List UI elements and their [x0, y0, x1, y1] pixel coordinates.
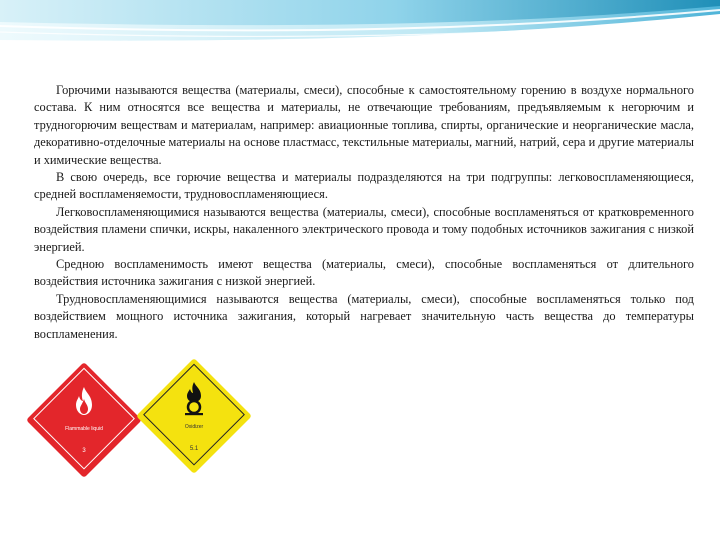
flammable-liquid-placard [24, 360, 144, 480]
placard-class-number: 3 [82, 448, 86, 454]
paragraph-easily-flammable: Легковоспламеняющимися называются вещества (материалы, смеси), способные воспламеняться от кратковременного воздействия пламени спички, искры, накаленного электрического провода и тому подобных источников зажигания с низкой энергией. [34, 204, 694, 254]
placard-label-flammable: Flammable liquid [65, 426, 103, 432]
main-text [34, 82, 694, 343]
placard-class-number: 5.1 [189, 446, 199, 452]
oxidizer-placard [134, 356, 254, 476]
placard-label-oxidizer: Oxidizer [184, 424, 204, 430]
decorative-header-wave [0, 0, 720, 70]
flame-icon [66, 384, 102, 420]
paragraph-subgroups: В свою очередь, все горючие вещества и материалы подразделяются на три подгруппы: легковоспламеняющиеся, средней воспламеняемости, трудновоспламеняющиеся. [34, 170, 694, 202]
paragraph-medium-flammability: Средною воспламенимость имеют вещества (материалы, смеси), способные воспламеняться от длительного воздействия источника зажигания с низкой энергией. [34, 257, 694, 289]
paragraph-hard-flammable: Трудновоспламеняющимися называются вещества (материалы, смеси), способные воспламеняться только под воздействием мощного источника зажигания, который нагревает значительную часть вещества до температуры воспламенения. [34, 291, 694, 341]
paragraph-combustible-definition: Горючими называются вещества (материалы, смеси), способные к самостоятельному горению в воздухе нормального состава. К ним относятся все вещества и материалы, не отвечающие требованиям, предъявляемым к негорючим и трудногорючим веществам и материалам, например: авиационные топлива, спирты, органические и неорганические масла, декоративно-отделочные материалы на основе пластмасс, текстильные материалы, магний, натрий, сера и другие материалы и химические вещества. [34, 83, 694, 167]
flame-over-circle-icon [176, 380, 212, 416]
